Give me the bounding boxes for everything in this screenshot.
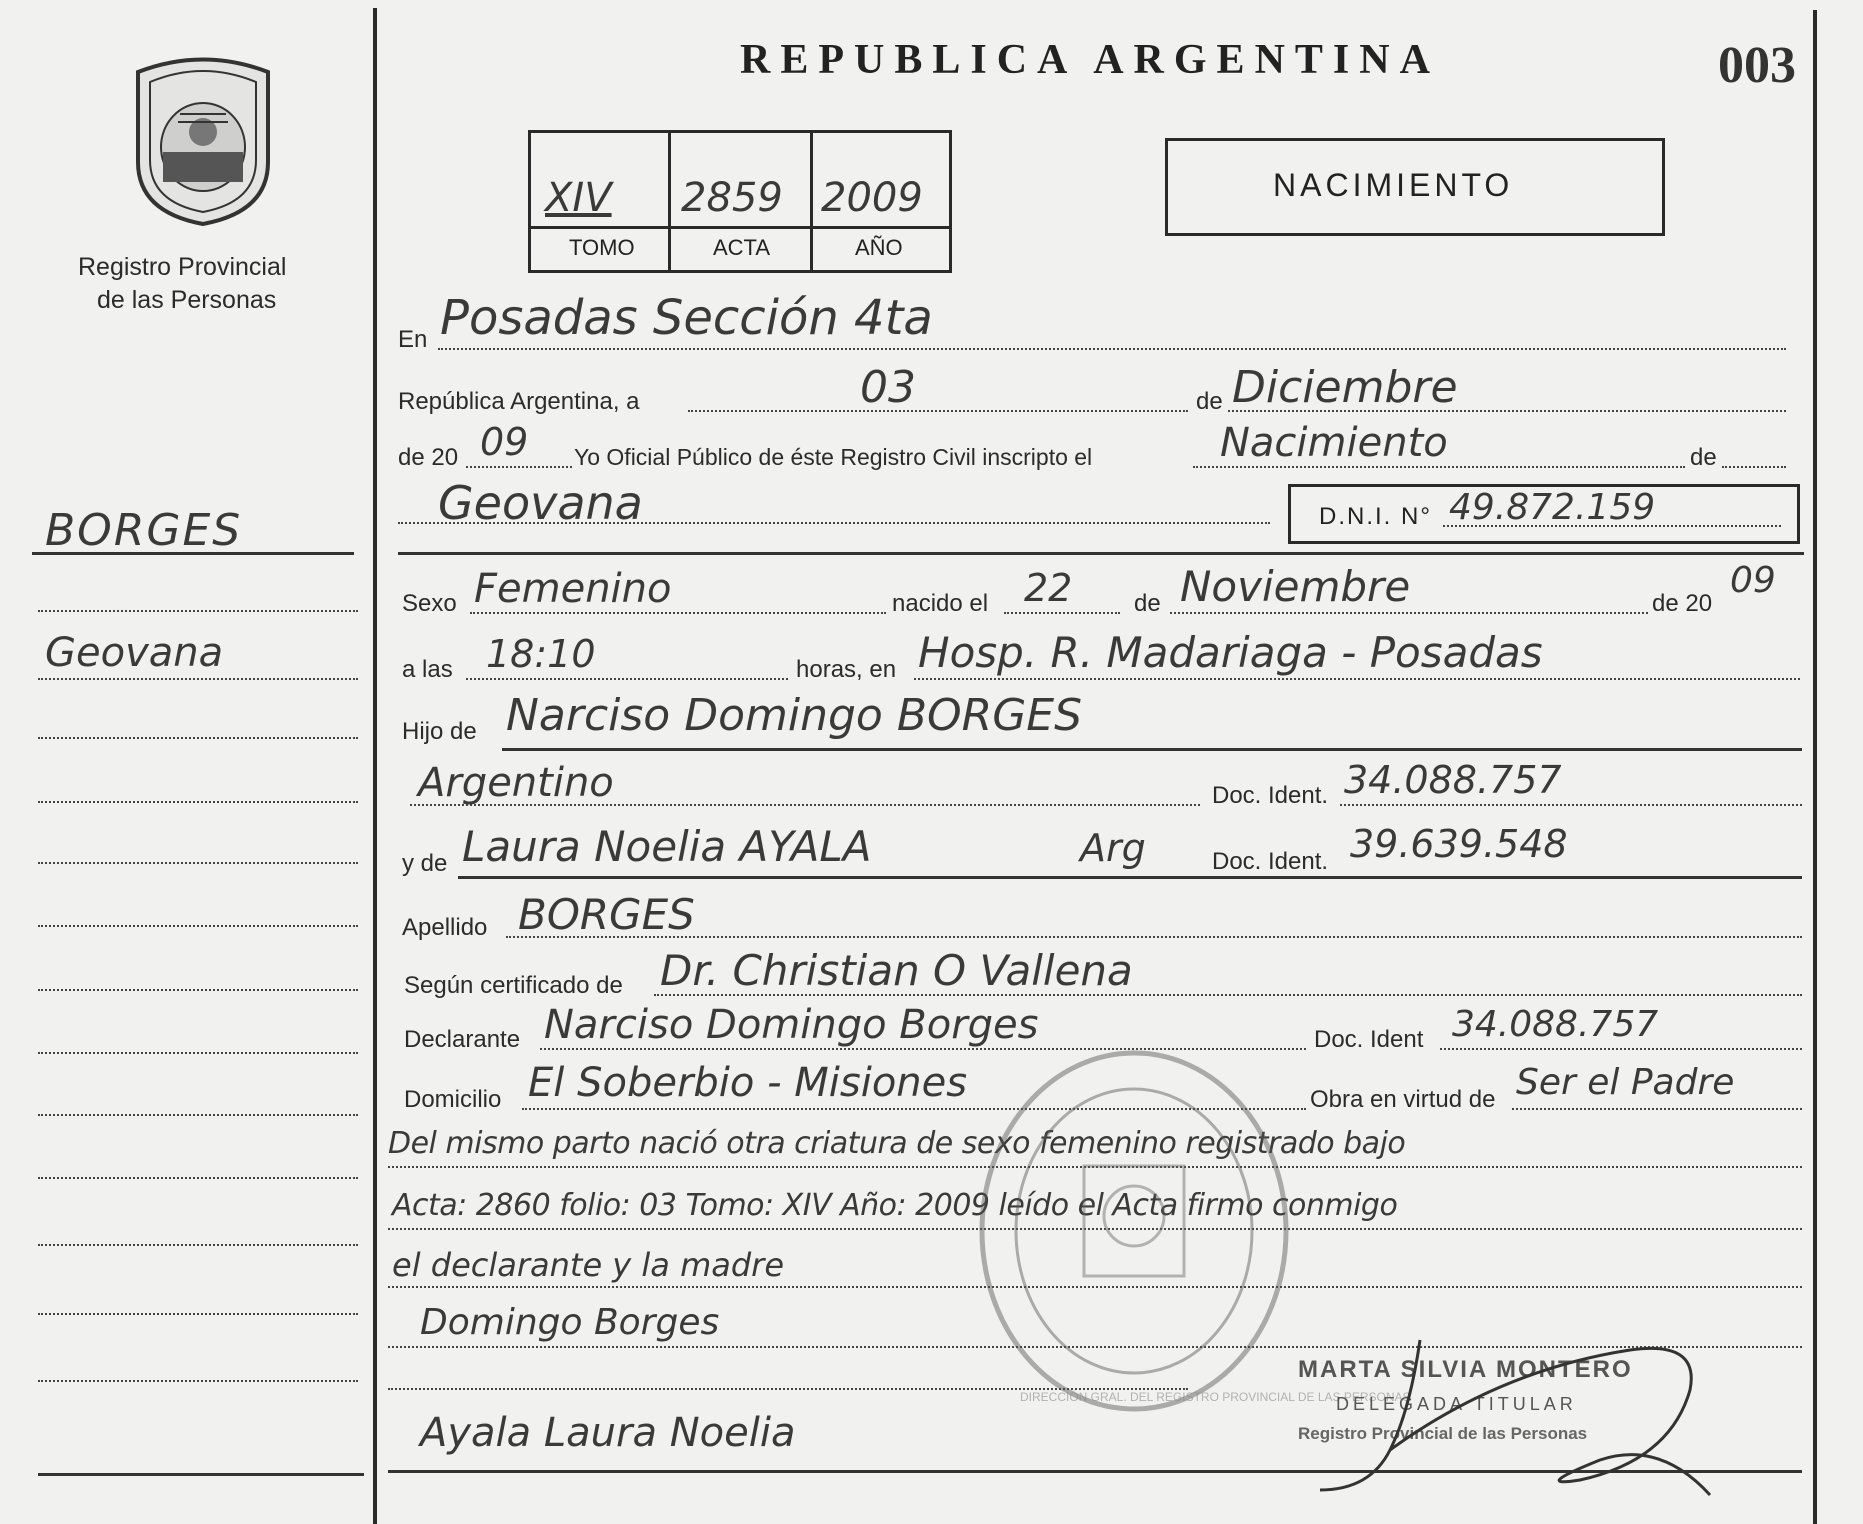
- year-line: [466, 466, 572, 468]
- sidebar-line: [38, 610, 358, 612]
- name-value: Geovana: [438, 476, 643, 530]
- father-value: Narciso Domingo BORGES: [506, 690, 1083, 741]
- registry-stamp: [974, 1046, 1294, 1416]
- sexo-label: Sexo: [402, 590, 457, 617]
- declarante-doc: 34.088.757: [1452, 1004, 1659, 1045]
- sidebar-line: [38, 1177, 358, 1179]
- mother-value: Laura Noelia AYALA: [462, 822, 872, 871]
- en-line: [438, 348, 1786, 350]
- doc3-label: Doc. Ident: [1314, 1026, 1424, 1053]
- yde-label: y de: [402, 850, 448, 877]
- republica-label: República Argentina, a: [398, 388, 640, 415]
- dni-value: 49.872.159: [1449, 487, 1656, 528]
- record-type: NACIMIENTO: [1273, 167, 1514, 203]
- right-border-line: [1813, 10, 1817, 1524]
- sidebar-line: [38, 1313, 358, 1315]
- apellido-value: BORGES: [518, 890, 695, 939]
- inscripto-value: Nacimiento: [1220, 420, 1448, 466]
- sidebar-line: [38, 1052, 358, 1054]
- record-type-box: [1165, 138, 1665, 236]
- time-value: 18:10: [486, 632, 596, 676]
- mother-line: [458, 876, 1802, 879]
- de20-label: de 20: [1652, 590, 1713, 617]
- mother-nationality: Arg: [1080, 826, 1146, 870]
- page-number: 003: [1718, 37, 1796, 94]
- month-value: Diciembre: [1232, 362, 1458, 413]
- birth-month-line: [1170, 612, 1648, 614]
- sidebar-given-name: Geovana: [45, 630, 224, 676]
- tomo-value: XIV: [545, 175, 612, 221]
- doc2-label: Doc. Ident.: [1212, 848, 1329, 875]
- birth-year: 09: [1730, 560, 1776, 601]
- place-line: [914, 678, 1800, 680]
- domicilio-value: El Soberbio - Misiones: [528, 1060, 968, 1106]
- year-label: de 20: [398, 444, 459, 471]
- en-value: Posadas Sección 4ta: [440, 290, 933, 346]
- official-title: DELEGADA TITULAR: [1336, 1394, 1577, 1414]
- declarante-value: Narciso Domingo Borges: [544, 1002, 1039, 1048]
- section-separator: [398, 552, 1804, 555]
- record-reference-table: [528, 130, 952, 273]
- apellido-label: Apellido: [402, 914, 488, 941]
- sidebar-line: [38, 1380, 358, 1382]
- inscripto-line: [1193, 466, 1685, 468]
- doc-label: Doc. Ident.: [1212, 782, 1329, 809]
- signature-declarante: Domingo Borges: [420, 1302, 720, 1343]
- oficial-label: Yo Oficial Público de éste Registro Civil inscripto el: [574, 444, 1093, 470]
- official-signature-icon: [1300, 1310, 1720, 1510]
- dni-label: D.N.I. N°: [1319, 503, 1432, 530]
- acta-label: ACTA: [713, 235, 771, 260]
- obra-label: Obra en virtud de: [1310, 1086, 1496, 1113]
- father-nat-line: [410, 804, 1200, 806]
- nacido-label: nacido el: [892, 590, 989, 617]
- sidebar-line: [38, 801, 358, 803]
- sidebar-line: [38, 1244, 358, 1246]
- name-line: [398, 522, 1270, 524]
- de2-label: de: [1690, 444, 1717, 471]
- country-title: REPUBLICA ARGENTINA: [740, 37, 1440, 83]
- birth-day: 22: [1024, 566, 1073, 610]
- place-value: Hosp. R. Madariaga - Posadas: [918, 628, 1543, 677]
- mother-doc: 39.639.548: [1350, 822, 1568, 866]
- note-line3: el declarante y la madre: [392, 1246, 785, 1284]
- segun-label: Según certificado de: [404, 972, 623, 999]
- de3-label: de: [1134, 590, 1161, 617]
- horas-label: horas, en: [796, 656, 897, 683]
- father-doc: 34.088.757: [1344, 758, 1562, 802]
- sidebar-line: [38, 989, 358, 991]
- father-line: [502, 748, 1802, 751]
- sidebar-bottom-line: [38, 1473, 364, 1476]
- obra-value: Ser el Padre: [1516, 1062, 1735, 1103]
- declarante-label: Declarante: [404, 1026, 521, 1053]
- official-office: Registro Provincial de las Personas: [1298, 1424, 1588, 1443]
- hijo-label: Hijo de: [402, 718, 477, 745]
- note-line1: Del mismo parto nació otra criatura de sexo femenino registrado bajo: [388, 1126, 1406, 1161]
- sidebar-line: [38, 737, 358, 739]
- registry-title-line1: Registro Provincial: [78, 253, 287, 281]
- obra-line: [1512, 1108, 1802, 1110]
- misiones-seal-icon: [118, 52, 288, 227]
- birth-month: Noviembre: [1180, 562, 1411, 611]
- sexo-line: [470, 612, 886, 614]
- sidebar-line: [38, 862, 358, 864]
- year-value: 09: [480, 420, 529, 464]
- alas-label: a las: [402, 656, 453, 683]
- segun-value: Dr. Christian O Vallena: [660, 946, 1133, 995]
- signature-madre: Ayala Laura Noelia: [420, 1410, 796, 1456]
- ano-value: 2009: [821, 175, 923, 221]
- sidebar-surname-line: [32, 552, 354, 555]
- de-label: de: [1196, 388, 1223, 415]
- day-value: 03: [860, 362, 916, 413]
- sidebar-line: [38, 1114, 358, 1116]
- acta-value: 2859: [681, 175, 783, 221]
- left-divider-line: [373, 8, 377, 1524]
- note-line2: Acta: 2860 folio: 03 Tomo: XIV Año: 2009 leído el Acta firmo conmigo: [392, 1188, 1398, 1223]
- dni-box: [1288, 484, 1800, 544]
- apellido-line: [506, 936, 1802, 938]
- table-divider: [531, 226, 949, 229]
- sidebar-line: [38, 678, 358, 680]
- father-nationality: Argentino: [418, 760, 614, 806]
- official-name: MARTA SILVIA MONTERO: [1298, 1356, 1633, 1383]
- de2-line: [1722, 466, 1786, 468]
- father-doc-line: [1340, 804, 1802, 806]
- time-line: [466, 678, 788, 680]
- en-label: En: [398, 326, 428, 353]
- day-line: [688, 410, 1188, 412]
- domicilio-label: Domicilio: [404, 1086, 502, 1113]
- stamp-text: DIRECCIÓN GRAL. DEL REGISTRO PROVINCIAL DE LAS PERSONAS: [1020, 1390, 1411, 1404]
- sidebar-surname: BORGES: [45, 505, 243, 556]
- sexo-value: Femenino: [474, 566, 672, 612]
- tomo-label: TOMO: [569, 235, 635, 260]
- registry-title-line2: de las Personas: [97, 286, 277, 314]
- birth-day-line: [1004, 612, 1120, 614]
- sidebar-line: [38, 925, 358, 927]
- ano-label: AÑO: [855, 235, 903, 260]
- declarante-doc-line: [1440, 1048, 1802, 1050]
